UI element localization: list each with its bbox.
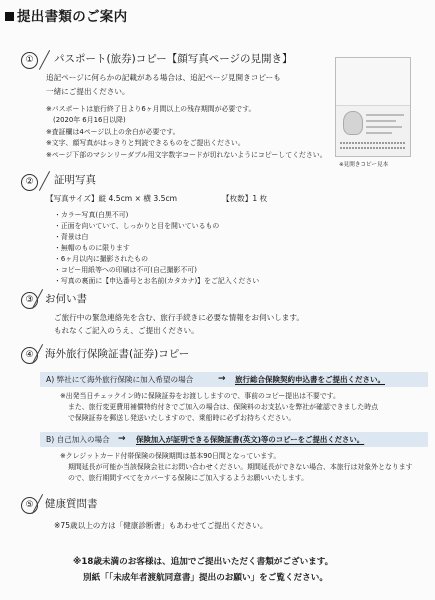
passport-sample-image <box>335 57 411 157</box>
section-heading: 海外旅行保険証書(証券)コピー <box>45 348 190 360</box>
body-text: ※75歳以上の方は「健康診断書」もあわせてご提出ください。 <box>54 521 268 530</box>
checkmark-slash-icon <box>39 171 50 191</box>
section-heading: 健康質問書 <box>45 498 98 510</box>
note-text: また、旅行変更費用補償特約付きでご加入の場合は、保険料のお支払いを弊社が確認できました時点 <box>68 403 379 411</box>
list-item: ・背景は白 <box>54 233 89 241</box>
option-b-action: 保険加入が証明できる保険証書(英文)等のコピーをご提出ください。 <box>136 435 365 444</box>
image-caption: ※見開きコピー見本 <box>339 162 389 168</box>
photo-count-label: 【枚数】1 枚 <box>222 194 268 203</box>
footer-notice: 別紙「「未成年者渡航同意書」提出のお願い」をご覧ください。 <box>83 573 328 583</box>
note-text: ※パスポートは旅行終了日より6ヶ月間以上の残存期間が必要です。 <box>46 105 256 113</box>
note-text: ※出発当日チェックイン時に保険証券をお渡ししますので、事前のコピー提出は不要です。 <box>60 392 340 400</box>
footer-notice: ※18歳未満のお客様は、追加でご提出いただく書類がございます。 <box>73 557 334 567</box>
list-item: ・写真の裏面に【申込番号とお名前(カタカナ)】をご記入ください <box>54 277 260 285</box>
note-text: ※クレジットカード付帯保険の保険期間は基本90日間となっています。 <box>60 452 281 460</box>
option-b-label: B) 自己加入の場合 <box>46 435 110 444</box>
checkmark-slash-icon <box>39 50 50 70</box>
passport-top-page <box>336 58 410 106</box>
option-a-action: 旅行総合保険契約申込書をご提出ください。 <box>235 375 385 384</box>
body-text: 追記ページに何らかの記載がある場合は、追記ページ見開きコピーも <box>46 73 281 82</box>
section-heading: 証明写真 <box>54 174 96 186</box>
list-item: ・無帽のものに限ります <box>54 244 130 252</box>
photo-size-label: 【写真サイズ】縦 4.5cm × 横 3.5cm <box>46 194 178 203</box>
note-text: 期間延長が可能か当該保険会社にお問い合わせください。期間延長ができない場合、本旅行は対象外となります <box>68 463 413 471</box>
section-number: ⑤ <box>21 497 38 514</box>
note-text: ※ページ下部のマシンリーダブル用文字数字コードが切れないようにコピーしてください。 <box>46 151 327 159</box>
note-text: ※査証欄は4ページ以上の余白が必要です。 <box>46 128 180 136</box>
body-text: もれなくご記入のうえ、ご提出ください。 <box>54 326 199 335</box>
body-text: 一緒にご提出ください。 <box>46 87 130 96</box>
list-item: ・正面を向いていて、しっかりと目を開いているもの <box>54 222 220 230</box>
section-number: ① <box>21 52 38 69</box>
square-bullet-icon <box>5 12 14 21</box>
section-number: ② <box>21 174 38 191</box>
note-text: (2020年 6月16日以降) <box>53 116 126 124</box>
body-text: ご旅行中の緊急連絡先を含む、旅行手続きに必要な情報をお伺いします。 <box>54 313 304 322</box>
page-title: 提出書類のご案内 <box>5 5 127 25</box>
section-number: ④ <box>21 347 38 364</box>
list-item: ・カラー写真(白黒不可) <box>54 211 129 219</box>
note-text: ※文字、顔写真がはっきりと判読できるものをご提出ください。 <box>46 139 245 147</box>
note-text: で保険証券を郵送し発送いたしますので、乗船時に必ずお持ちください。 <box>68 414 296 422</box>
section-number: ③ <box>21 292 38 309</box>
option-a-label: A) 弊社にて海外旅行保険に加入希望の場合 <box>46 375 194 384</box>
list-item: ・6ヶ月以内に撮影されたもの <box>54 255 148 263</box>
list-item: ・コピー用紙等への印刷は不可(自己撮影不可) <box>54 266 197 274</box>
arrow-right-icon: → <box>118 434 126 444</box>
passport-photo-icon <box>343 111 363 135</box>
note-text: ので、旅行期間すべてをカバーする保険にご加入するようお願いいたします。 <box>68 474 308 482</box>
arrow-right-icon: → <box>218 374 226 384</box>
section-heading: お伺い書 <box>45 293 87 305</box>
section-heading: パスポート(旅券)コピー【顔写真ページの見開き】 <box>54 53 293 65</box>
